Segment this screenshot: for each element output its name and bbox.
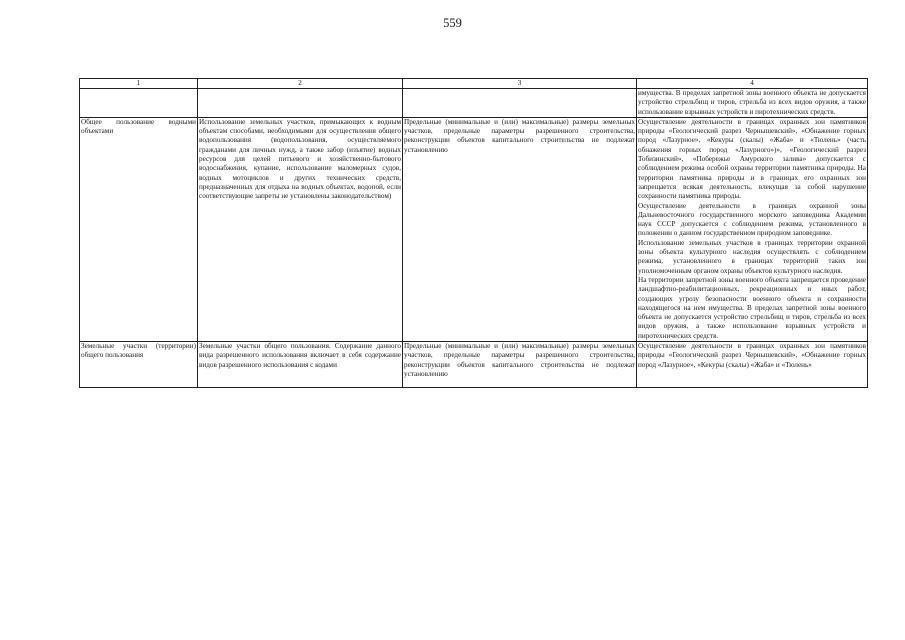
- page-number: 559: [443, 16, 462, 30]
- table-header-row: [80, 79, 868, 89]
- column-header-1: 1: [80, 79, 198, 89]
- land-use-description-cell: [198, 342, 403, 388]
- table-row: [80, 342, 868, 388]
- restriction-paragraph: Использование земельных участков в границах территории охранной зоны объекта культурного наследия осуществлять с соблюдением режима, установленного в границах территорий таких зон уполномоченным органом охраны объектов культурного наследия.: [638, 238, 866, 275]
- restrictions-cell: [637, 89, 868, 118]
- restrictions-cell: [637, 117, 868, 341]
- cell-text: Предельные (минимальные и (или) максимальные) размеры земельных участков, предельные параметры разрешенного строительства, реконструкции объектов капитального строительства не подлежат установлению: [404, 342, 635, 378]
- land-use-description-cell: Использование земельных участков, примыкающих к водным объектам способами, необходимыми для осуществления общего водопользования (водопользования, осуществляемого гражданами для личных нужд, а также забор (изъятие) водных ресурсов для целей питьевого и хозяйственно-бытового водоснабжения, купание, использование маломерных судов, водных мотоциклов и других технических средств, предназначенных для отдыха на водных объектах, водопой, если соответствующие запреты не установлены законодательством): [198, 117, 403, 341]
- column-header-4: 4: [637, 79, 868, 89]
- table-row: [80, 89, 868, 118]
- restrictions-cell: [637, 342, 868, 388]
- restriction-paragraph: Осуществление деятельности в границах охранной зоны Дальневосточного государственного морского заповедника Академии наук СССР допускается с соблюдением режима, установленного в положении о данном государственном природном заповеднике.: [638, 201, 866, 238]
- restriction-paragraph: Осуществление деятельности в границах охранных зон памятников природы «Геологический разрез Чернышевский», «Обнажение горных пород «Лазурное», «Кекуры (скалы) «Жаба» и «Тюлень» (часть обнажения горных пород «Лазурного»)», «Геологический разрез Тобизинский», «Побережье Амурского залива» допускается с соблюдением режима особой охраны территории памятника природы. На территории памятника природы и в границах его охранных зон запрещается всякая деятельность, влекущая за собой нарушение сохранности памятника природы.: [638, 117, 866, 201]
- land-use-name-cell: [80, 89, 198, 118]
- restriction-paragraph: На территории запретной зоны военного объекта запрещается проведение ландшафтно-реабилитационных, рекреационных и иных работ, создающих угрозу безопасности военного объекта и сохранности находящегося на нем имущества. В пределах запретной зоны военного объекта не допускается устройство стрельбищ и тиров, стрельба из всех видов оружия, а также использование взрывных устройств и пиротехнических средств.: [638, 275, 866, 340]
- parameters-cell: [403, 89, 637, 118]
- cell-text: Земельные участки общего пользования. Содержание данного вида разрешенного использования включает в себя содержание видов разрешенного использования с кодами: [199, 342, 401, 369]
- column-header-2: 2: [198, 79, 403, 89]
- cell-text: Земельные участки (территории) общего пользования: [81, 342, 196, 360]
- parameters-cell: [403, 342, 637, 388]
- land-use-name-cell: [80, 342, 198, 388]
- restriction-paragraph: Осуществление деятельности в границах охранных зон памятников природы «Геологический разрез Чернышевский», «Обнажение горных пород «Лазурное», «Кекуры (скалы) «Жаба» и «Тюлень»: [638, 342, 866, 369]
- land-use-name-cell: Общее пользование водными объектами: [80, 117, 198, 341]
- parameters-cell: Предельные (минимальные и (или) максимальные) размеры земельных участков, предельные параметры разрешенного строительства, реконструкции объектов капитального строительства не подлежат установлению: [403, 117, 637, 341]
- restriction-paragraph: имущества. В пределах запретной зоны военного объекта не допускается устройство стрельбищ и тиров, стрельба из всех видов оружия, а также использование взрывных устройств и пиротехнических средств.: [638, 89, 866, 116]
- zoning-regulations-table: [79, 78, 868, 388]
- column-header-3: 3: [403, 79, 637, 89]
- table-row: [80, 117, 868, 341]
- land-use-description-cell: [198, 89, 403, 118]
